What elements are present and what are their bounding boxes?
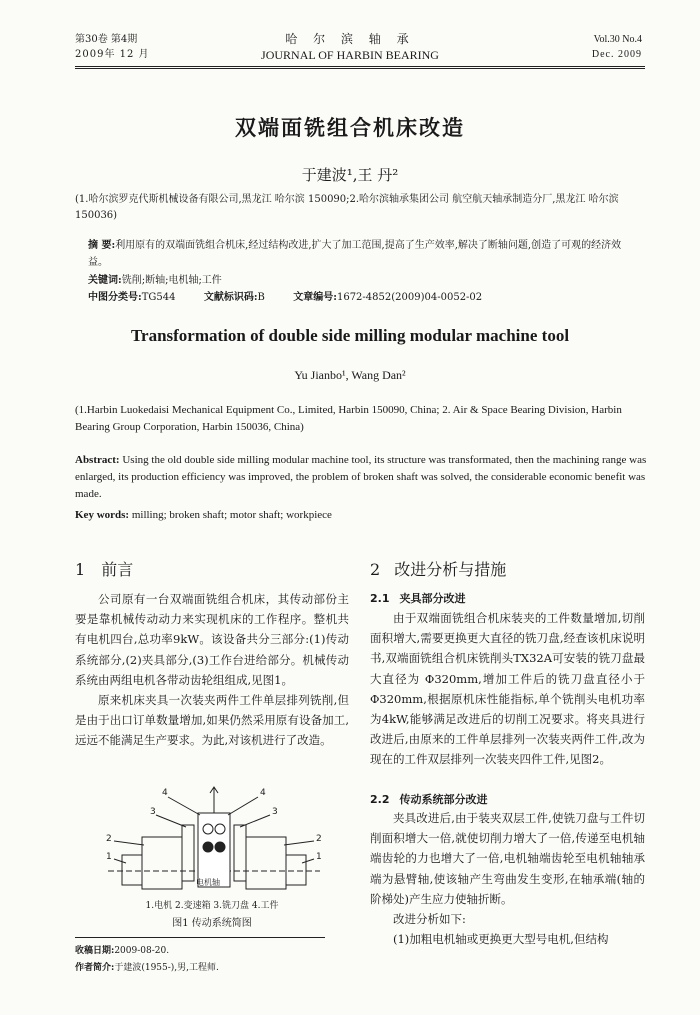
leader-3-right — [240, 815, 270, 827]
keywords-en-text: milling; broken shaft; motor shaft; workpiece — [131, 509, 332, 521]
header-rule — [75, 66, 645, 67]
subsection21-heading — [370, 590, 466, 606]
fixture-body — [198, 813, 230, 887]
article-id-value: 1672-4852(2009)04-0052-02 — [336, 292, 483, 303]
header-date-en: Dec. 2009 — [591, 49, 642, 60]
clc-value: TG544 — [141, 292, 176, 303]
keywords-cn-text: 铣削;断轴;电机轴;工件 — [121, 275, 222, 286]
subsection21-number: 2.1 — [370, 592, 390, 605]
label-1-right: 1 — [316, 852, 322, 862]
left-cutter — [182, 825, 194, 881]
title-en: Transformation of double side milling modular machine tool — [130, 326, 570, 345]
section2-title: 改进分析与措施 — [394, 560, 507, 579]
label-3-right: 3 — [272, 807, 278, 817]
label-2-right: 2 — [316, 834, 322, 844]
leader-3-left — [156, 815, 186, 827]
footnote-received — [75, 943, 169, 959]
subsection22-body — [370, 808, 645, 949]
workpiece-4 — [215, 842, 225, 852]
abstract-en-label: Abstract: — [75, 454, 120, 466]
footnote-rule — [75, 937, 325, 938]
author-bio: 于建波(1955-),男,工程师. — [114, 963, 219, 973]
figure1 — [100, 785, 328, 895]
leader-4-right — [228, 797, 258, 815]
abstract-en-text: Using the old double side milling modular machine tool, its structure was transformated, then the machining range was enlarged, its production efficiency was improved, the problem of broken shaft was solved, the considerable economic benefit was made. — [75, 454, 647, 500]
left-gearbox — [142, 837, 182, 889]
leader-1-right — [302, 859, 314, 863]
classification-line — [88, 290, 636, 306]
workpiece-3 — [203, 842, 213, 852]
section1-para2: 原来机床夹具一次装夹两件工件单层排列铣削,但是由于出口订单数量增加,如果仍然采用原有设备加工,远远不能满足生产要求。为此,对该机进行了改造。 — [75, 693, 349, 748]
author-bio-label: 作者简介: — [75, 963, 115, 973]
clc-label: 中图分类号: — [88, 292, 142, 303]
label-3-left: 3 — [150, 807, 156, 817]
keywords-cn — [88, 273, 636, 289]
section1-title: 前言 — [101, 560, 134, 579]
analysis-intro: 改进分析如下: — [393, 912, 466, 927]
header-volume-en: Vol.30 No.4 — [593, 34, 642, 45]
motor-shaft-label: 电机轴 — [196, 878, 220, 887]
leader-4-left — [168, 797, 200, 815]
label-4-right: 4 — [260, 788, 266, 798]
right-cutter — [234, 825, 246, 881]
subsection22-title: 传动系统部分改进 — [399, 793, 488, 806]
subsection21-title: 夹具部分改进 — [399, 592, 466, 605]
header-volume-cn: 第30卷 第4期 — [75, 34, 138, 45]
abstract-en — [75, 452, 647, 503]
abstract-cn-text: 利用原有的双端面铣组合机床,经过结构改进,扩大了加工范围,提高了生产效率,解决了断轴问题,创造了可观的经济效益。 — [88, 240, 622, 268]
footnote-author — [75, 960, 219, 976]
subsection22-heading — [370, 791, 488, 807]
header-rule-2 — [75, 68, 645, 69]
header-date-cn: 2009年 12 月 — [75, 49, 150, 60]
subsection21-text: 由于双端面铣组合机床装夹的工件数量增加,切削面积增大,需要更换更大直径的铣刀盘,经查该机床说明书,双端面铣组合机床铣削头TX32A可安装的铣刀盘最大直径为 Φ320mm,增加工件后的铣刀盘直径小于 Φ320mm,根据原机床性能指标,单个铣削头电机功率为4kW,能够满足改进后的切削工况要求。将夹具进行改进后,由原来的工件单层排列一次装夹两件工件,改为现在的工件双层排列一次装夹四件工件,见图2。 — [370, 611, 645, 767]
abstract-cn — [88, 237, 636, 271]
left-motor — [122, 855, 142, 885]
keywords-en — [75, 507, 647, 524]
label-4-left: 4 — [162, 788, 168, 798]
affiliation-en: (1.Harbin Luokedaisi Mechanical Equipment Co., Limited, Harbin 150090, China; 2. Air & Space Bearing Division, Harbin Bearing Group Corporation, Harbin 150036, China) — [75, 404, 622, 433]
header-journal-en: JOURNAL OF HARBIN BEARING — [261, 48, 439, 62]
keywords-cn-label: 关键词: — [88, 275, 122, 286]
analysis-item1: (1)加粗电机轴或更换更大型号电机,但结构 — [393, 932, 609, 947]
subsection21-body — [370, 608, 645, 770]
abstract-cn-label: 摘 要: — [88, 240, 116, 251]
subsection22-number: 2.2 — [370, 793, 390, 806]
leader-2-left — [114, 841, 144, 845]
header-journal-cn: 哈 尔 滨 轴 承 — [285, 32, 415, 46]
section1-para1: 公司原有一台双端面铣组合机床，其传动部份主要是靠机械传动动力来实现机床的工作程序。整机共有电机四台,总功率9kW。该设备共分三部分:(1)传动系统部分,(2)夹具部分,(3)工作台进给部分。机械传动系统由两组电机各带动齿轮组组成,见图1。 — [75, 592, 349, 687]
figure1-legend: 1.电机 2.变速箱 3.铣刀盘 4.工件 — [145, 901, 279, 911]
figure1-caption: 图1 传动系统简图 — [172, 918, 252, 929]
authors-en: Yu Jianbo¹, Wang Dan² — [294, 368, 406, 382]
section1-heading — [75, 557, 133, 580]
section1-body — [75, 589, 349, 751]
figure1-diagram — [100, 785, 328, 895]
doc-code-value: B — [257, 292, 265, 303]
leader-2-right — [284, 841, 314, 845]
right-gearbox — [246, 837, 286, 889]
subsection22-text: 夹具改进后,由于装夹双层工件,使铣刀盘与工件切削面积增大一倍,就使切削力增大了一倍,传递至电机轴端齿轮的力也增大了一倍,电机轴端齿轮至电机轴轴承端为悬臂轴,使该轴产生弯曲发生变形,在轴承端(轴的阶梯处)产生应力使轴折断。 — [370, 811, 645, 906]
label-2-left: 2 — [106, 834, 112, 844]
authors-cn: 于建波¹,王 丹² — [301, 166, 399, 184]
doc-code-label: 文献标识码: — [203, 292, 258, 303]
section1-number: 1 — [75, 560, 86, 579]
leader-1-left — [114, 859, 126, 863]
right-motor — [286, 855, 306, 885]
keywords-en-label: Key words: — [75, 509, 130, 521]
affiliation-cn: (1.哈尔滨罗克代斯机械设备有限公司,黑龙江 哈尔滨 150090;2.哈尔滨轴承集团公司 航空航天轴承制造分厂,黑龙江 哈尔滨 150036) — [75, 194, 619, 221]
label-1-left: 1 — [106, 852, 112, 862]
title-cn: 双端面铣组合机床改造 — [235, 116, 465, 140]
section2-number: 2 — [370, 560, 381, 579]
received-label: 收稿日期: — [75, 946, 115, 956]
article-id-label: 文章编号: — [293, 292, 337, 303]
section2-heading — [370, 557, 506, 580]
received-date: 2009-08-20. — [114, 946, 170, 956]
